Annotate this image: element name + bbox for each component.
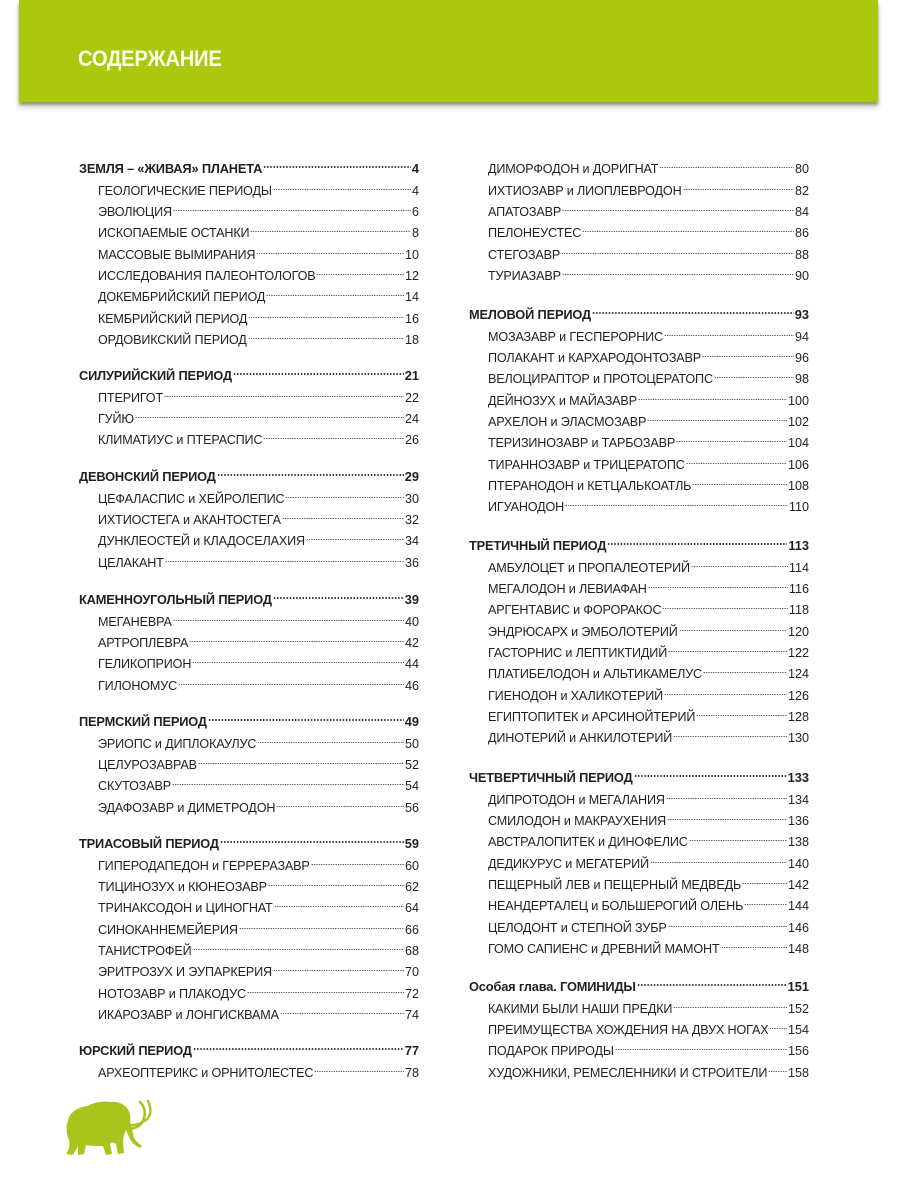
entry-title: ГИЛОНОМУС <box>98 678 178 693</box>
page-number: 88 <box>794 247 809 262</box>
dot-leader <box>233 359 404 380</box>
dot-leader <box>274 891 404 912</box>
entry-title: ИССЛЕДОВАНИЯ ПАЛЕОНТОЛОГОВ <box>98 269 316 284</box>
entry-title: КЕМБРИЙСКИЙ ПЕРИОД <box>98 311 248 326</box>
entry-title: ИХТИОЗАВР и ЛИОПЛЕВРОДОН <box>488 183 682 198</box>
entry-title: ДИПРОТОДОН и МЕГАЛАНИЯ <box>488 792 665 807</box>
entry-title: МЕГАНЕВРА <box>98 614 172 629</box>
entry-title: ПРЕИМУЩЕСТВА ХОЖДЕНИЯ НА ДВУХ НОГАХ <box>488 1023 769 1038</box>
page-number: 50 <box>404 736 419 751</box>
entry-title: ДИМОРФОДОН и ДОРИГНАТ <box>488 162 659 177</box>
dot-leader <box>679 614 787 635</box>
entry-title: ЭВОЛЮЦИЯ <box>98 205 172 220</box>
page-number: 110 <box>788 500 809 515</box>
page-number: 151 <box>787 979 809 995</box>
header-banner <box>19 0 878 102</box>
dot-leader <box>721 932 787 953</box>
page-number: 148 <box>787 942 809 957</box>
entry-title: ПЕЩЕРНЫЙ ЛЕВ и ПЕЩЕРНЫЙ МЕДВЕДЬ <box>488 878 742 893</box>
page-number: 113 <box>788 538 809 554</box>
entry-title: ДИНОТЕРИЙ и АНКИЛОТЕРИЙ <box>488 731 673 746</box>
mammoth-icon <box>60 1098 152 1162</box>
dot-leader <box>647 405 787 426</box>
page-number: 70 <box>404 965 419 980</box>
page-number: 138 <box>787 835 809 850</box>
page-number: 78 <box>404 1065 419 1080</box>
dot-leader <box>615 1034 787 1055</box>
toc-section-heading[interactable] <box>469 970 809 995</box>
page-number: 8 <box>411 226 419 241</box>
dot-leader <box>306 524 404 545</box>
entry-title: ПЛАТИБЕЛОДОН и АЛЬТИКАМЕЛУС <box>488 667 703 682</box>
section-title: КАМЕННОУГОЛЬНЫЙ ПЕРИОД <box>79 592 272 608</box>
toc-section-heading[interactable] <box>79 460 419 485</box>
toc-section-heading[interactable] <box>79 705 419 730</box>
entry-title: СМИЛОДОН и МАКРАУХЕНИЯ <box>488 814 667 829</box>
dot-leader <box>637 970 787 991</box>
entry-title: ТРИНАКСОДОН и ЦИНОГНАТ <box>98 901 273 916</box>
dot-leader <box>248 323 404 344</box>
page-number: 108 <box>787 479 809 494</box>
toc-section <box>469 970 809 1080</box>
entry-title: ТАНИСТРОФЕЙ <box>98 944 192 959</box>
page-number: 90 <box>794 269 809 284</box>
page-number: 104 <box>787 436 809 451</box>
entry-title: ЭДАФОЗАВР и ДИМЕТРОДОН <box>98 800 276 815</box>
toc-entry[interactable] <box>469 152 809 177</box>
dot-leader <box>220 827 404 848</box>
toc-section <box>79 705 419 815</box>
dot-leader <box>562 195 794 216</box>
entry-title: ПТЕРИГОТ <box>98 390 163 405</box>
toc-section <box>469 761 809 957</box>
dot-leader <box>692 469 787 490</box>
entry-title: ИХТИОСТЕГА и АКАНТОСТЕГА <box>98 513 281 528</box>
page-number: 140 <box>787 856 809 871</box>
entry-title: ГУЙЮ <box>98 412 134 427</box>
dot-leader <box>676 426 787 447</box>
dot-leader <box>276 790 404 811</box>
entry-title: ЭРИТРОЗУХ И ЭУПАРКЕРИЯ <box>98 965 272 980</box>
dot-leader <box>273 173 411 194</box>
toc-section <box>469 298 809 515</box>
page-number: 49 <box>404 714 419 730</box>
page-number: 86 <box>794 226 809 241</box>
entry-title: ПЕЛОНЕУСТЕС <box>488 226 582 241</box>
toc-section-heading[interactable] <box>469 761 809 786</box>
page-number: 102 <box>787 415 809 430</box>
entry-title: ХУДОЖНИКИ, РЕМЕСЛЕННИКИ И СТРОИТЕЛИ <box>488 1065 768 1080</box>
section-title: ДЕВОНСКИЙ ПЕРИОД <box>79 469 216 485</box>
dot-leader <box>282 503 404 524</box>
dot-leader <box>173 604 404 625</box>
dot-leader <box>638 383 787 404</box>
entry-title: КЛИМАТИУС и ПТЕРАСПИС <box>98 433 263 448</box>
section-title: МЕЛОВОЙ ПЕРИОД <box>469 307 592 323</box>
dot-leader <box>689 825 787 846</box>
dot-leader <box>668 910 787 931</box>
page-number: 68 <box>404 944 419 959</box>
section-title: ТРИАСОВЫЙ ПЕРИОД <box>79 836 219 852</box>
toc-section-heading[interactable] <box>79 583 419 608</box>
page-number: 18 <box>404 333 419 348</box>
dot-leader <box>664 678 787 699</box>
entry-title: ПОДАРОК ПРИРОДЫ <box>488 1044 614 1059</box>
entry-title: ЭНДРЮСАРХ и ЭМБОЛОТЕРИЙ <box>488 624 678 639</box>
entry-title: ТЕРИЗИНОЗАВР и ТАРБОЗАВР <box>488 436 676 451</box>
entry-title: СТЕГОЗАВР <box>488 247 561 262</box>
page-number: 30 <box>404 491 419 506</box>
dot-leader <box>280 998 404 1019</box>
entry-title: МОЗАЗАВР и ГЕСПЕРОРНИС <box>488 329 664 344</box>
dot-leader <box>311 848 404 869</box>
page-number: 98 <box>794 372 809 387</box>
entry-title: ЭРИОПС и ДИПЛОКАУЛУС <box>98 736 257 751</box>
page-number: 156 <box>787 1044 809 1059</box>
entry-title: ГИЕНОДОН и ХАЛИКОТЕРИЙ <box>488 688 664 703</box>
section-title: ЧЕТВЕРТИЧНЫЙ ПЕРИОД <box>469 770 633 786</box>
page-number: 21 <box>404 368 419 384</box>
dot-leader <box>562 259 794 280</box>
entry-title: СКУТОЗАВР <box>98 779 171 794</box>
entry-title: АРГЕНТАВИС и ФОРОРАКОС <box>488 603 662 618</box>
entry-title: СИНОКАННЕМЕЙЕРИЯ <box>98 922 238 937</box>
toc-section <box>79 460 419 570</box>
toc-section <box>79 152 419 348</box>
page-number: 122 <box>787 646 809 661</box>
page-number: 42 <box>404 636 419 651</box>
entry-title: МЕГАЛОДОН и ЛЕВИАФАН <box>488 582 647 597</box>
page-number: 94 <box>794 329 809 344</box>
page-number: 62 <box>404 880 419 895</box>
dot-leader <box>650 846 787 867</box>
entry-title: КАКИМИ БЫЛИ НАШИ ПРЕДКИ <box>488 1001 673 1016</box>
page-number: 128 <box>787 710 809 725</box>
dot-leader <box>173 195 411 216</box>
page-number: 32 <box>404 513 419 528</box>
page-number: 146 <box>787 920 809 935</box>
page-number: 126 <box>787 688 809 703</box>
page-number: 93 <box>794 307 809 323</box>
dot-leader <box>256 237 404 258</box>
entry-title: ЦЕФАЛАСПИС и ХЕЙРОЛЕПИС <box>98 491 285 506</box>
page-number: 56 <box>404 800 419 815</box>
entry-title: ГОМО САПИЕНС и ДРЕВНИЙ МАМОНТ <box>488 942 720 957</box>
entry-title: ТИРАННОЗАВР и ТРИЦЕРАТОПС <box>488 457 685 472</box>
entry-title: ПОЛАКАНТ и КАРХАРОДОНТОЗАВР <box>488 351 702 366</box>
dot-leader <box>285 481 404 502</box>
dot-leader <box>592 298 794 319</box>
dot-leader <box>250 216 411 237</box>
dot-leader <box>266 280 404 301</box>
page-number: 54 <box>404 779 419 794</box>
dot-leader <box>686 447 787 468</box>
section-title: СИЛУРИЙСКИЙ ПЕРИОД <box>79 368 232 384</box>
page-number: 96 <box>794 351 809 366</box>
page-number: 114 <box>788 560 809 575</box>
entry-title: ГЕОЛОГИЧЕСКИЕ ПЕРИОДЫ <box>98 183 272 198</box>
section-title: ТРЕТИЧНЫЙ ПЕРИОД <box>469 538 607 554</box>
page-number: 120 <box>787 624 809 639</box>
page-number: 80 <box>794 162 809 177</box>
dot-leader <box>703 657 787 678</box>
page-number: 154 <box>787 1023 809 1038</box>
dot-leader <box>263 152 411 173</box>
page-number: 24 <box>404 412 419 427</box>
dot-leader <box>165 545 404 566</box>
toc-section <box>79 359 419 448</box>
entry-title: ТУРИАЗАВР <box>488 269 561 284</box>
page-number: 6 <box>411 205 419 220</box>
page-number: 118 <box>788 603 809 618</box>
entry-title: АРХЕЛОН и ЭЛАСМОЗАВР <box>488 415 647 430</box>
dot-leader <box>582 216 794 237</box>
dot-leader <box>192 647 404 668</box>
page-number: 74 <box>404 1008 419 1023</box>
page-number: 106 <box>787 457 809 472</box>
entry-title: ИСКОПАЕМЫЕ ОСТАНКИ <box>98 226 250 241</box>
dot-leader <box>742 868 787 889</box>
dot-leader <box>634 761 787 782</box>
page-number: 52 <box>404 758 419 773</box>
dot-leader <box>668 636 787 657</box>
entry-title: НЕАНДЕРТАЛЕЦ и БОЛЬШЕРОГИЙ ОЛЕНЬ <box>488 899 744 914</box>
toc-section <box>79 1034 419 1080</box>
dot-leader <box>273 583 404 604</box>
entry-title: МАССОВЫЕ ВЫМИРАНИЯ <box>98 247 256 262</box>
entry-title: ЦЕЛУРОЗАВРАВ <box>98 758 197 773</box>
dot-leader <box>164 380 404 401</box>
page-number: 77 <box>404 1043 419 1059</box>
page-number: 29 <box>404 469 419 485</box>
page-number: 36 <box>404 555 419 570</box>
page-number: 133 <box>787 770 809 786</box>
page-number: 134 <box>787 792 809 807</box>
page-number: 158 <box>787 1065 809 1080</box>
dot-leader <box>696 700 787 721</box>
entry-title: АРТРОПЛЕВРА <box>98 636 189 651</box>
dot-leader <box>263 423 404 444</box>
dot-leader <box>691 550 788 571</box>
dot-leader <box>565 490 788 511</box>
dot-leader <box>667 804 787 825</box>
dot-leader <box>248 301 404 322</box>
page-number: 22 <box>404 390 419 405</box>
page-number: 136 <box>787 814 809 829</box>
dot-leader <box>666 782 787 803</box>
dot-leader <box>257 726 404 747</box>
dot-leader <box>662 593 788 614</box>
page-number: 124 <box>787 667 809 682</box>
entry-title: АМБУЛОЦЕТ и ПРОПАЛЕОТЕРИЙ <box>488 560 690 575</box>
page-number: 72 <box>404 986 419 1001</box>
entry-title: ГАСТОРНИС и ЛЕПТИКТИДИЙ <box>488 646 668 661</box>
section-title: ЮРСКИЙ ПЕРИОД <box>79 1043 192 1059</box>
dot-leader <box>561 237 794 258</box>
entry-title: ТИЦИНОЗУХ и КЮНЕОЗАВР <box>98 880 267 895</box>
dot-leader <box>172 769 404 790</box>
page-number: 10 <box>404 247 419 262</box>
dot-leader <box>247 976 404 997</box>
dot-leader <box>273 955 404 976</box>
entry-title: ОРДОВИКСКИЙ ПЕРИОД <box>98 333 247 348</box>
toc-section <box>79 827 419 1023</box>
dot-leader <box>198 748 404 769</box>
page-number: 16 <box>404 311 419 326</box>
page-number: 14 <box>404 290 419 305</box>
entry-title: НОТОЗАВР и ПЛАКОДУС <box>98 986 246 1001</box>
dot-leader <box>178 668 404 689</box>
dot-leader <box>673 721 787 742</box>
page-number: 64 <box>404 901 419 916</box>
dot-leader <box>714 362 794 383</box>
page-title: СОДЕРЖАНИЕ <box>78 46 222 71</box>
entry-title: ЕГИПТОПИТЕК и АРСИНОЙТЕРИЙ <box>488 710 696 725</box>
page-number: 100 <box>787 393 809 408</box>
dot-leader <box>702 341 794 362</box>
entry-title: ПТЕРАНОДОН и КЕТЦАЛЬКОАТЛЬ <box>488 479 692 494</box>
entry-title: АПАТОЗАВР <box>488 205 562 220</box>
page-number: 34 <box>404 534 419 549</box>
page-number: 44 <box>404 657 419 672</box>
toc-section <box>469 529 809 746</box>
entry-title: ГИПЕРОДАПЕДОН и ГЕРРЕРАЗАВР <box>98 858 310 873</box>
toc-section-continued <box>469 152 809 284</box>
page-number: 12 <box>404 269 419 284</box>
dot-leader <box>683 173 794 194</box>
dot-leader <box>135 402 404 423</box>
dot-leader <box>744 889 787 910</box>
dot-leader <box>769 1013 787 1034</box>
toc-section-heading[interactable] <box>469 298 809 323</box>
page-number: 152 <box>787 1001 809 1016</box>
page-number: 116 <box>788 582 809 597</box>
dot-leader <box>664 319 794 340</box>
entry-title: ЦЕЛАКАНТ <box>98 555 164 570</box>
dot-leader <box>217 460 404 481</box>
entry-title: ИГУАНОДОН <box>488 500 565 515</box>
dot-leader <box>208 705 404 726</box>
dot-leader <box>607 529 787 550</box>
entry-title: АРХЕОПТЕРИКС и ОРНИТОЛЕСТЕС <box>98 1065 314 1080</box>
page-number: 4 <box>411 161 419 177</box>
dot-leader <box>239 912 404 933</box>
toc-section-heading[interactable] <box>79 359 419 384</box>
entry-title: ЦЕЛОДОНТ и СТЕПНОЙ ЗУБР <box>488 920 667 935</box>
toc-section-heading[interactable] <box>79 1034 419 1059</box>
page-number: 130 <box>787 731 809 746</box>
section-title: ПЕРМСКИЙ ПЕРИОД <box>79 714 207 730</box>
dot-leader <box>193 934 404 955</box>
page-number: 46 <box>404 678 419 693</box>
dot-leader <box>673 991 787 1012</box>
dot-leader <box>648 572 788 593</box>
toc-section-heading[interactable] <box>469 529 809 554</box>
entry-title: ДЕЙНОЗУХ и МАЙАЗАВР <box>488 393 637 408</box>
dot-leader <box>659 152 794 173</box>
dot-leader <box>268 870 404 891</box>
entry-title: ДУНКЛЕОСТЕЙ и КЛАДОСЕЛАХИЯ <box>98 534 305 549</box>
page-number: 84 <box>794 205 809 220</box>
page-number: 142 <box>787 878 809 893</box>
page-number: 4 <box>411 183 419 198</box>
section-title: Особая глава. ГОМИНИДЫ <box>469 979 636 995</box>
entry-title: ВЕЛОЦИРАПТОР и ПРОТОЦЕРАТОПС <box>488 372 713 387</box>
dot-leader <box>193 1034 404 1055</box>
toc-section-heading[interactable] <box>79 152 419 177</box>
page-number: 82 <box>794 183 809 198</box>
entry-title: ИКАРОЗАВР и ЛОНГИСКВАМА <box>98 1008 279 1023</box>
section-title: ЗЕМЛЯ – «ЖИВАЯ» ПЛАНЕТА <box>79 161 263 177</box>
page-number: 66 <box>404 922 419 937</box>
page-number: 40 <box>404 614 419 629</box>
toc-section-heading[interactable] <box>79 827 419 852</box>
dot-leader <box>768 1055 787 1076</box>
entry-title: ДЕДИКУРУС и МЕГАТЕРИЙ <box>488 856 649 871</box>
entry-title: ДОКЕМБРИЙСКИЙ ПЕРИОД <box>98 290 266 305</box>
entry-title: ГЕЛИКОПРИОН <box>98 657 192 672</box>
page-number: 60 <box>404 858 419 873</box>
toc-section <box>79 583 419 693</box>
dot-leader <box>189 626 404 647</box>
dot-leader <box>314 1055 404 1076</box>
dot-leader <box>316 259 404 280</box>
page-number: 59 <box>404 836 419 852</box>
page-number: 26 <box>404 433 419 448</box>
entry-title: АВСТРАЛОПИТЕК и ДИНОФЕЛИС <box>488 835 688 850</box>
page-number: 144 <box>787 899 809 914</box>
page-number: 39 <box>404 592 419 608</box>
